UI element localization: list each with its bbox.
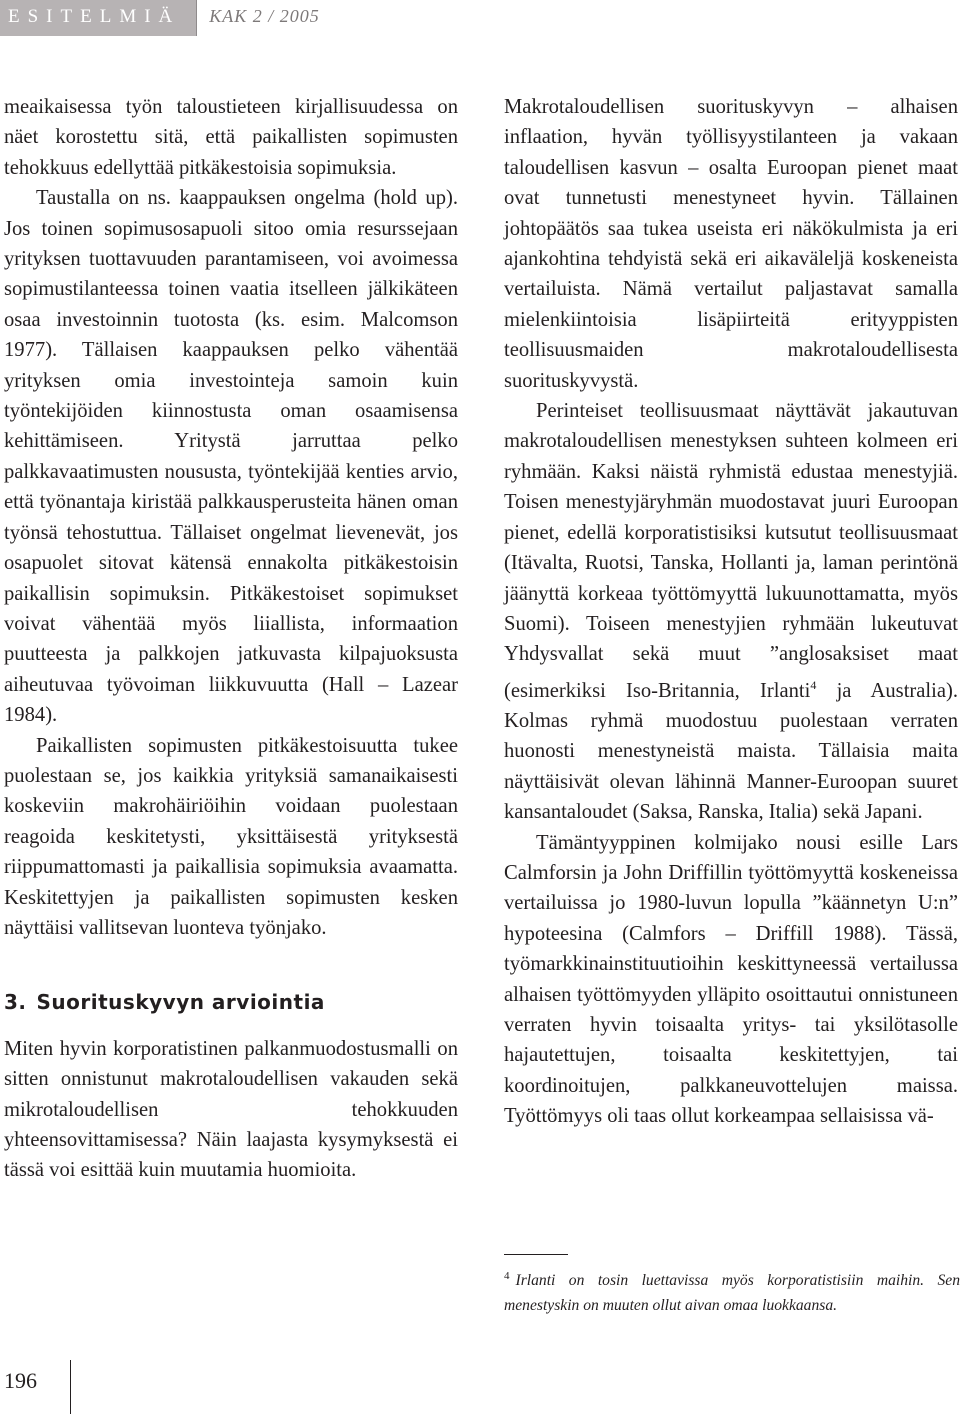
footnote-text: Irlanti on tosin luettavissa myös korporatistisiin maihin. Sen menestyskin on muuten ollut aivan omaa luokkaansa. [504, 1272, 960, 1315]
section-title: Suorituskyvyn arviointia [36, 990, 325, 1015]
section-number: 3. [4, 990, 27, 1015]
left-column [4, 92, 458, 1186]
right-column [504, 92, 958, 1132]
section-label: ESITELMIÄ [0, 0, 196, 36]
section-heading [4, 987, 458, 1017]
footnote-reference: 4 [810, 677, 817, 692]
footnote-divider [504, 1254, 568, 1255]
footnote [504, 1264, 960, 1318]
paragraph: Tämäntyyppinen kolmijako nousi esille Lars Calmforsin ja John Driffillin työttömyyttä koskeneissa vertailuissa jo 1980-luvun lopulla ”käännetyn U:n” hypoteesina (Calmfors – Driffill 1988). Tässä, työmarkkinainstituutioihin keskittyneessä vertailussa alhaisen työttömyyden ylläpito osoittautui onnistuneen verraten hyvin toisaalta yritys- tai yksilötasolle hajautettujen, toisaalta keskitettyjen, tai koordinoitujen, palkkaneuvottelujen maissa. Työttömyys oli taas ollut korkeampaa sellaisissa vä- [504, 831, 958, 1128]
running-header [0, 0, 320, 36]
paragraph: Makrotaloudellisen suorituskyvyn – alhaisen inflaation, hyvän työllisyystilanteen ja vakaan taloudellisen kasvun – osalta Euroopan pienet maat ovat tunnetusti menestyneet hyvin. Tällainen johtopäätös saa tukea useista eri näkökulmista ja eri ajankohtina tehdyistä sekä eri aikaväleljä koskeneista vertailuista. Nämä vertailut paljastavat samalla mielenkiintoisia lisäpiirteitä erityyppisten teollisuusmaiden makrotaloudellisesta suorituskyvystä. [504, 96, 958, 392]
paragraph [504, 396, 958, 828]
page-number: 196 [4, 1368, 37, 1393]
paragraph: Paikallisten sopimusten pitkäkestoisuutta tukee puolestaan se, jos kaikkia yrityksiä samanaikaisesti koskeviin makrohäiriöihin voidaan puolestaan reagoida keskitetysti, yksittäisestä yrityksestä riippumattomasti ja paikallisia sopimuksia avaamatta. Keskitettyjen ja paikallisten sopimusten kesken näyttäisi vallitsevan luonteva työnjako. [4, 734, 458, 939]
paragraph: Taustalla on ns. kaappauksen ongelma (hold up). Jos toinen sopimusosapuoli sitoo omia resurssejaan yrityksen tuottavuuden parantamiseen, voi avoimessa sopimustilanteessa toinen vaatia itselleen jälkikäteen osaa investoinnin tuotosta (ks. esim. Malcomson 1977). Tällaisen kaappauksen pelko vähentää yrityksen omia investointeja samoin kuin työntekijöiden kiinnostusta oman osaamisensa kehittämiseen. Yritystä jarruttaa pelko palkkavaatimusten noususta, työntekijää kenties arvio, että työnantaja kiristää palkkausperusteita hänen oman työnsä tehostuttua. Tällaiset ongelmat lievenevät, jos osapuolet sitovat kätensä ennakolta pitkäkestoisin paikallisin sopimuksin. Pitkäkestoiset sopimukset voivat vähentää myös liiallista, informaation puutteesta ja palkkojen jatkuvasta kilpajuoksusta aiheutuvaa työvoiman liikkuvuutta (Hall – Lazear 1984). [4, 187, 458, 727]
paragraph: meaikaisessa työn taloustieteen kirjallisuudessa on näet korostettu sitä, että paikallisten sopimusten tehokkuus edellyttää pitkäkestoisia sopimuksia. [4, 96, 458, 179]
footnote-number: 4 [504, 1270, 510, 1282]
paragraph: Miten hyvin korporatistinen palkanmuodostusmalli on sitten onnistunut makrotaloudellisen vakauden sekä mikrotaloudellisen tehokkuuden yhteensovittamisessa? Näin laajasta kysymyksestä ei tässä voi esittää kuin muutamia huomioita. [4, 1037, 458, 1182]
page-number-divider [70, 1360, 71, 1414]
paragraph-text: Perinteiset teollisuusmaat näyttävät jakautuvan makrotaloudellisen menestyksen suhteen kolmeen eri ryhmään. Kaksi näistä ryhmistä edustaa menestyjiä. Toisen menestyjäryhmän muodostavat juuri Euroopan pienet, edellä korporatistisiksi kutsutut teollisuusmaat (Itävalta, Ruotsi, Tanska, Hollanti ja, laman perintönä jäänyttä korkeaa työttömyyttä lukuunottamatta, myös Suomi). Toiseen menestyjien ryhmään lukeutuvat Yhdysvallat sekä muut ”anglosaksiset maat (esimerkiksi Iso-Britannia, Irlanti [504, 400, 958, 702]
paragraph-text: ja Australia). Kolmas ryhmä muodostuu puolestaan verraten huonosti menestyneistä maista. Tällaisia maita näyttäisivät olevan lähinnä Manner-Euroopan suuret kansantaloudet (Saksa, Ranska, Italia) sekä Japani. [504, 679, 958, 824]
issue-label: KAK 2 / 2005 [209, 6, 320, 26]
